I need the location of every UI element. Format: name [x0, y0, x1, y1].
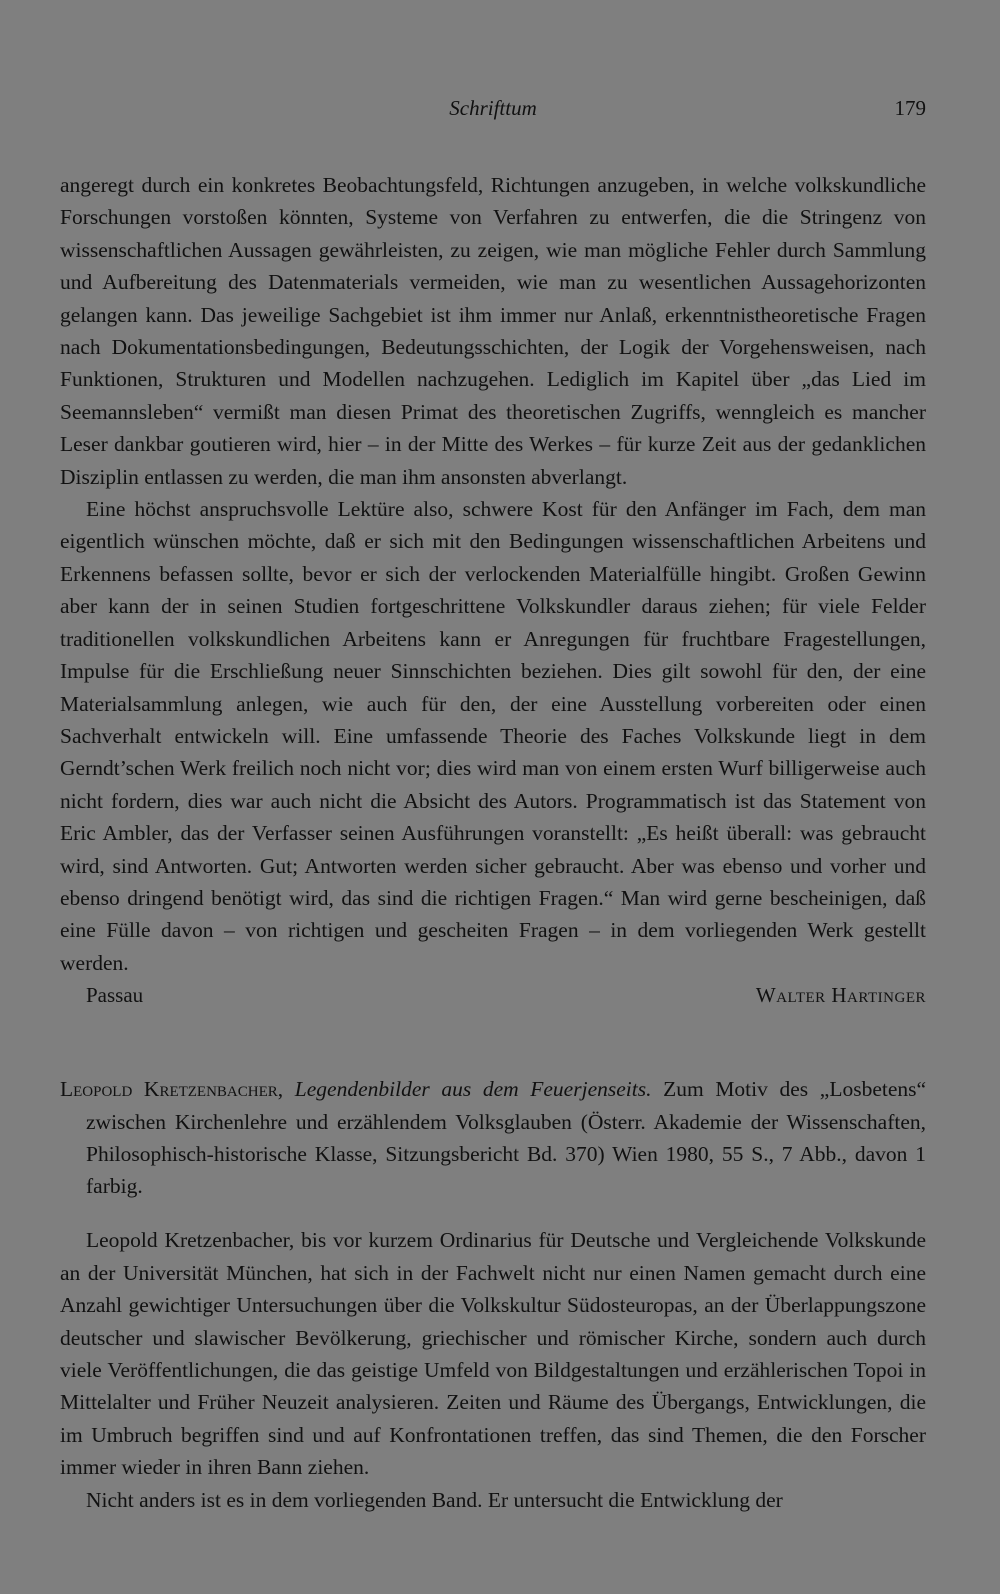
review2-paragraph-1: Leopold Kretzenbacher, bis vor kurzem Ordinarius für Deutsche und Vergleichende Volkskunde an der Universität München, hat sich in der Fachwelt nicht nur einen Namen gemacht durch eine Anzahl gewichtiger Untersuchungen über die Volkskultur Südosteuropas, an der Überlappungszone deutscher und slawischer Bevölkerung, griechischer und römischer Kirche, sondern auch durch viele Veröffentlichungen, die das geistige Umfeld von Bildgestaltungen und erzählerischen Topoi in Mittelalter und Früher Neuzeit analysieren. Zeiten und Räume des Übergangs, Entwicklungen, die im Umbruch begriffen sind und auf Konfrontationen treffen, das sind Themen, die den Forscher immer wieder in ihren Bann ziehen. [60, 1228, 926, 1480]
review1-signature [60, 979, 926, 1015]
bib-title: Legendenbilder aus dem Feuerjenseits. [294, 1077, 652, 1102]
review1-paragraph-2: Eine höchst anspruchsvolle Lektüre also, schwere Kost für den Anfänger im Fach, dem man eigentlich wünschen möchte, daß er sich mit den Bedingungen wissenschaftlichen Arbeitens und Erkennens befassen sollte, bevor er sich der verlockenden Materialfülle hingibt. Großen Gewinn aber kann der in seinen Studien fortgeschrittene Volkskundler daraus ziehen; für viele Felder traditionellen volkskundlichen Arbeitens kann er Anregungen für fruchtbare Fragestellungen, Impulse für die Erschließung neuer Sinnschichten beziehen. Dies gilt sowohl für den, der eine Materialsammlung anlegen, wie auch für den, der eine Ausstellung vorbereiten oder einen Sachverhalt entwickeln will. Eine umfassende Theorie des Faches Volkskunde liegt in dem Gerndt’schen Werk freilich noch nicht vor; dies wird man von einem ersten Wurf billigerweise auch nicht fordern, dies war auch nicht die Absicht des Autors. Programmatisch ist das Statement von Eric Ambler, das der Verfasser seinen Ausführungen voranstellt: „Es heißt überall: was gebraucht wird, sind Antworten. Gut; Antworten werden sicher gebraucht. Aber was ebenso und vorher und ebenso dringend benötigt wird, das sind die richtigen Fragen.“ Man wird gerne bescheinigen, daß eine Fülle davon – von richtigen und gescheiten Fragen – in dem vorliegenden Werk gestellt werden. [60, 497, 926, 975]
review2-paragraph-2: Nicht anders ist es in dem vorliegenden Band. Er untersucht die Entwicklung der [86, 1487, 783, 1512]
running-head-title: Schrifttum [449, 96, 537, 120]
review2-bibliography [60, 1073, 926, 1203]
bib-details: Zum Motiv des „Losbetens“ zwischen Kirchenlehre und erzählendem Volksglauben (Österr. Akademie der Wissenschaften, Philosophisch-historische Klasse, Sitzungsbericht Bd. 370) Wien 1980, 55 S., 7 Abb., davon 1 farbig. [86, 1077, 927, 1199]
document-page [60, 96, 926, 1516]
review1-reviewer: Walter Hartinger [755, 983, 926, 1008]
review1-place: Passau [86, 983, 144, 1008]
running-head [60, 96, 926, 136]
bib-author: Leopold Kretzenbacher, [60, 1077, 284, 1102]
review1-paragraph-1: angeregt durch ein konkretes Beobachtungsfeld, Richtungen anzugeben, in welche volkskundliche Forschungen vorstoßen könnten, Systeme von Verfahren zu entwerfen, die die Stringenz von wissenschaftlichen Aussagen gewährleisten, zu zeigen, wie man mögliche Fehler durch Sammlung und Aufbereitung des Datenmaterials vermeiden, wie man zu wesentlichen Aussagehorizonten gelangen kann. Das jeweilige Sachgebiet ist ihm immer nur Anlaß, erkenntnistheoretische Fragen nach Dokumentationsbedingungen, Bedeutungsschichten, der Logik der Vorgehensweisen, nach Funktionen, Strukturen und Modellen nachzugehen. Lediglich im Kapitel über „das Lied im Seemannsleben“ vermißt man diesen Primat des theoretischen Zugriffs, wenngleich es mancher Leser dankbar goutieren wird, hier – in der Mitte des Werkes – für kurze Zeit aus der gedanklichen Disziplin entlassen zu werden, die man ihm ansonsten abverlangt. [60, 173, 926, 489]
page-number: 179 [894, 96, 926, 120]
